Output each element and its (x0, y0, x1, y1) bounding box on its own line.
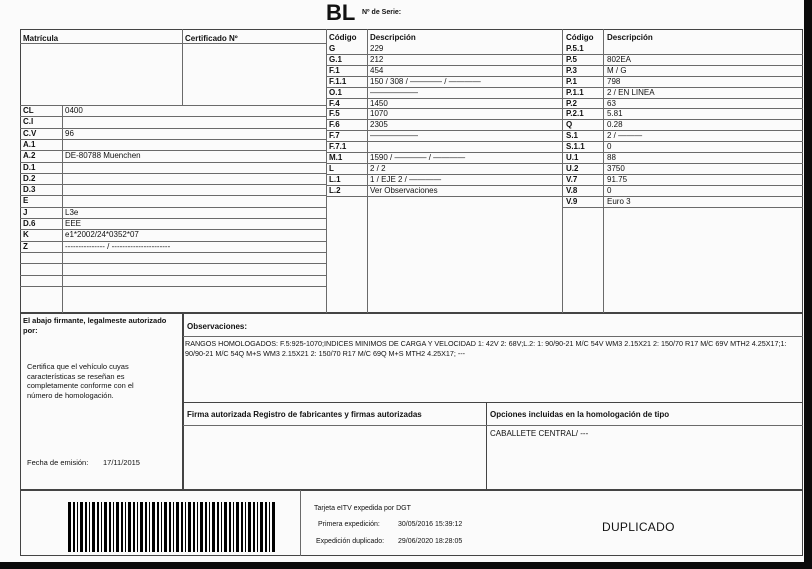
left-value: L3e (65, 207, 79, 217)
mid-code: L (329, 163, 334, 173)
left-code: A.1 (23, 139, 36, 149)
left-value: e1*2002/24*0352*07 (65, 230, 139, 240)
left-value: 96 (65, 128, 74, 138)
right-value: 0.28 (607, 120, 623, 130)
mid-code: F.1.1 (329, 76, 347, 86)
issue-date-value: 17/11/2015 (103, 458, 140, 467)
left-code: D.2 (23, 173, 36, 183)
mid-code: L.1 (329, 174, 341, 184)
right-value: 63 (607, 98, 616, 108)
left-value: EEE (65, 219, 82, 228)
right-code-header: Código (566, 33, 594, 42)
certificado-label: Certificado Nº (185, 34, 238, 43)
mid-value: Ver Observaciones (370, 185, 438, 195)
left-code: Z (23, 241, 28, 251)
right-code: P.3 (566, 65, 577, 75)
mid-value: 212 (370, 54, 384, 64)
left-code: K (23, 230, 29, 240)
right-value: 798 (607, 76, 621, 86)
mid-code: F.7 (329, 131, 340, 141)
left-value: --------------- / ---------------------- (65, 241, 171, 251)
mid-value: 150 / 308 / ———— / ———— (370, 76, 481, 86)
mid-code: F.5 (329, 109, 340, 119)
right-value: 88 (607, 153, 616, 162)
right-code: S.1.1 (566, 142, 585, 152)
duplicado-label: Expedición duplicado: (316, 538, 385, 545)
right-code: P.2.1 (566, 109, 584, 119)
right-value: 3750 (607, 163, 625, 173)
right-code: V.7 (566, 174, 578, 184)
opciones-value: CABALLETE CENTRAL/ --- (490, 429, 589, 438)
mid-desc-header: Descripción (370, 33, 416, 42)
right-code: P.1.1 (566, 87, 584, 97)
mid-value: 1450 (370, 98, 388, 108)
left-value: DE-80788 Muenchen (65, 151, 141, 161)
right-value: 5.81 (607, 109, 623, 119)
matricula-label: Matrícula (23, 34, 59, 43)
serial-number-label: Nº de Serie: (362, 9, 402, 16)
right-value: 0 (607, 185, 612, 195)
mid-code: F.4 (329, 98, 340, 108)
mid-code: F.6 (329, 120, 340, 130)
duplicado-stamp: DUPLICADO (602, 520, 675, 534)
right-value: Euro 3 (607, 196, 631, 206)
mid-value: 1 / EJE 2 / ———— (370, 174, 442, 184)
right-value: 2 / EN LINEA (607, 87, 655, 97)
left-code: D.1 (23, 162, 36, 172)
document-title: BL (326, 0, 356, 25)
right-code: P.5.1 (566, 44, 584, 53)
right-code: V.8 (566, 185, 578, 195)
mid-value: 2 / 2 (370, 163, 386, 173)
right-value: 91.75 (607, 174, 628, 184)
left-code: D.3 (23, 185, 36, 195)
tarjeta-text: Tarjeta eITV expedida por DGT (314, 505, 411, 512)
mid-code-header: Código (329, 33, 357, 42)
left-code: E (23, 196, 29, 206)
mid-value: —————— (370, 131, 418, 141)
mid-value: 1070 (370, 109, 388, 119)
observaciones-text: RANGOS HOMOLOGADOS: F.5:925-1070;INDICES MINIMOS DE CARGA Y VELOCIDAD 1: 42V 2: 68V;L.2: 1: 90/90-21 M/C 54V WM3 2.15X21 2: 150/70 R17 M/C 69V MTH2 4.25X17;1: 90/90-21 M/C 54Q M+S WM3 2.15X21 2: 150/70 R17 M/C 69Q M+S MTH2 4.25X17; --- (185, 339, 787, 358)
left-code: C.I (23, 117, 34, 127)
right-value: M / G (607, 65, 627, 75)
right-code: V.9 (566, 196, 578, 206)
specs-table-frame (20, 29, 803, 313)
opciones-label: Opciones incluidas en la homologación de tipo (490, 410, 670, 419)
left-code: A.2 (23, 151, 36, 161)
mid-code: G.1 (329, 54, 342, 64)
firma-label: Firma autorizada Registro de fabricantes y firmas autorizadas (187, 410, 422, 419)
left-code: D.6 (23, 219, 36, 228)
right-code: P.1 (566, 76, 577, 86)
mid-code: G (329, 44, 336, 53)
right-code: U.1 (566, 153, 579, 162)
right-desc-header: Descripción (607, 33, 653, 42)
right-code: S.1 (566, 131, 579, 141)
observaciones-label: Observaciones: (187, 322, 248, 331)
mid-value: 1590 / ———— / ———— (370, 153, 466, 162)
mid-code: F.1 (329, 65, 340, 75)
mid-code: F.7.1 (329, 142, 347, 152)
mid-code: M.1 (329, 153, 343, 162)
observaciones-box (183, 313, 803, 403)
right-code: U.2 (566, 163, 579, 173)
primera-value: 30/05/2016 15:39:12 (398, 521, 463, 528)
right-code: P.5 (566, 54, 577, 64)
left-code: CL (23, 106, 34, 115)
mid-value: 229 (370, 44, 384, 53)
right-code: Q (566, 120, 573, 130)
primera-label: Primera expedición: (318, 521, 380, 528)
mid-value: 454 (370, 65, 384, 75)
certify-text: Certifica que el vehículo cuyas características se reseñan es completamente conforme con el número de homologación. (27, 362, 134, 400)
right-value: 0 (607, 142, 612, 152)
left-value: 0400 (65, 106, 83, 115)
left-code: C.V (23, 128, 37, 138)
barcode-image (68, 502, 276, 552)
right-value: 2 / ——— (607, 131, 643, 141)
duplicado-value: 29/06/2020 18:28:05 (398, 538, 463, 545)
left-code: J (23, 207, 28, 217)
issue-date-label: Fecha de emisión: (27, 458, 89, 467)
mid-code: O.1 (329, 87, 342, 97)
mid-code: L.2 (329, 185, 341, 195)
signer-heading: El abajo firmante, legalmeste autorizado por: (23, 316, 167, 335)
right-code: P.2 (566, 98, 577, 108)
mid-value: —————— (370, 87, 418, 97)
right-value: 802EA (607, 54, 632, 64)
mid-value: 2305 (370, 120, 388, 130)
